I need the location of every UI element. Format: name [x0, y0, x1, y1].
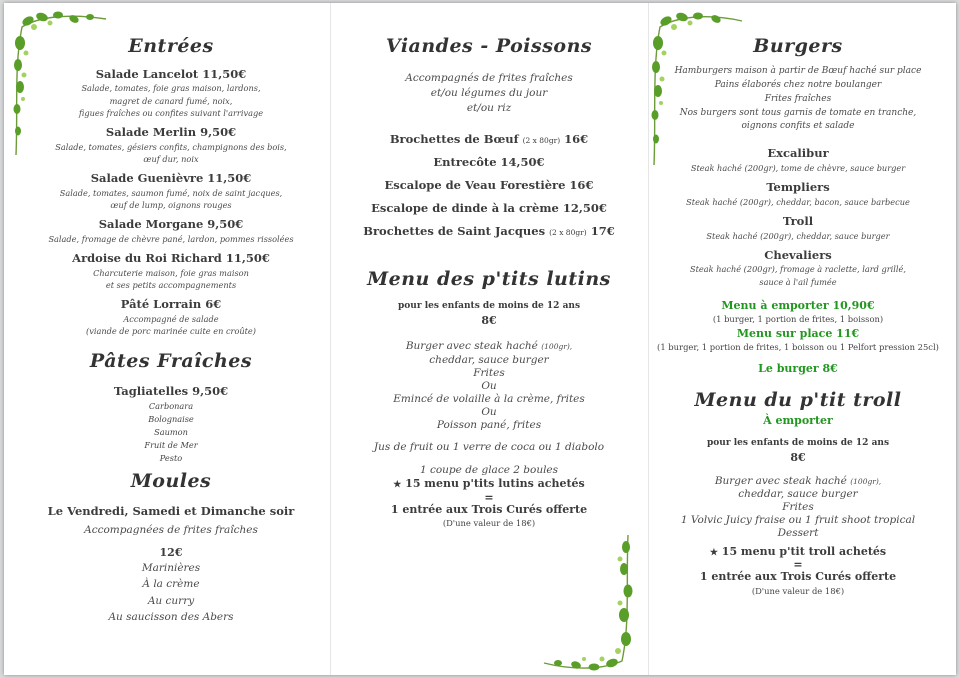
menu-place: Menu sur place 11€: [736, 326, 860, 340]
menu-item: Templiers Steak haché (200gr), cheddar, bacon, sauce barbecue: [686, 180, 910, 207]
menu-item: Entrecôte 14,50€: [433, 155, 545, 170]
list-item: cheddar, sauce burger: [738, 488, 858, 501]
list-item: Carbonara: [148, 400, 194, 411]
column-right: [648, 34, 948, 597]
lutins-drink: Jus de fruit ou 1 verre de coca ou 1 diabolo: [373, 441, 605, 454]
burgers-intro: Frites fraîches: [764, 93, 832, 104]
menu-item: Salade Morgane 9,50€ Salade, fromage de chèvre pané, lardon, pommes rissolées: [48, 217, 294, 244]
list-item: Au saucisson des Abers: [108, 610, 234, 623]
troll-burger: Burger avec steak haché (100gr),: [714, 474, 882, 487]
viandes-intro: Accompagnés de frites fraîches: [405, 71, 573, 84]
menu-item-tagliatelles: Tagliatelles 9,50€: [113, 384, 229, 399]
list-item: Pesto: [159, 453, 183, 464]
list-item: Frites: [782, 501, 814, 514]
viandes-intro: et/ou riz: [466, 102, 512, 115]
section-title-entrees: Entrées: [128, 35, 214, 57]
menu-item: Escalope de dinde à la crème 12,50€: [371, 201, 607, 216]
burgers-intro: Hamburgers maison à partir de Bœuf haché sur place: [674, 65, 922, 76]
list-item: Au curry: [147, 594, 195, 607]
lutins-value: (D'une valeur de 18€): [442, 518, 536, 529]
troll-offer: 1 entrée aux Trois Curés offerte: [699, 570, 897, 584]
list-item: Bolognaise: [148, 413, 194, 424]
lutins-offer: 1 entrée aux Trois Curés offerte: [390, 502, 588, 516]
list-item: Fruit de Mer: [144, 439, 198, 450]
troll-equals: =: [793, 558, 803, 572]
troll-value: (D'une valeur de 18€): [751, 585, 845, 596]
list-item: 1 Volvic Juicy fraise ou 1 fruit shoot tropical: [680, 514, 916, 527]
moules-price: 12€: [159, 545, 183, 559]
list-item: Frites: [473, 366, 505, 379]
moules-days: Le Vendredi, Samedi et Dimanche soir: [47, 503, 295, 518]
star-icon: ★: [709, 547, 718, 558]
lutins-dessert: 1 coupe de glace 2 boules: [419, 463, 559, 476]
menu-item: Salade Lancelot 11,50€ Salade, tomates, foie gras maison, lardons, magret de canard fumé, noix, figues fraîches ou confites suivant l'arrivage: [78, 66, 264, 118]
section-title-viandes: Viandes - Poissons: [385, 35, 593, 57]
menu-item: Brochettes de Bœuf (2 x 80gr) 16€: [389, 132, 589, 147]
star-icon: ★: [393, 480, 402, 491]
menu-item: Chevaliers Steak haché (200gr), fromage à raclette, lard grillé, sauce à l'ail fumée: [690, 247, 906, 287]
list-item: cheddar, sauce burger: [429, 353, 549, 366]
menu-item: Excalibur Steak haché (200gr), tome de chèvre, sauce burger: [690, 146, 906, 173]
burgers-intro: Pains élaborés chez notre boulanger: [714, 79, 882, 90]
list-item: Poisson pané, frites: [436, 419, 542, 432]
burgers-intro: oignons confits et salade: [741, 121, 855, 132]
troll-subtitle: À emporter: [763, 414, 833, 428]
le-burger: Le burger 8€: [758, 362, 838, 376]
section-title-burgers: Burgers: [753, 35, 843, 57]
troll-promo: ★ 15 menu p'tit troll achetés: [709, 544, 887, 558]
troll-price: 8€: [790, 450, 806, 464]
vine-bottom-right-icon: [540, 533, 636, 675]
menu-emporter: Menu à emporter 10,90€: [721, 298, 875, 312]
menu-item: Salade Merlin 9,50€ Salade, tomates, gésiers confits, champignons des bois, œuf dur, noix: [55, 125, 287, 164]
menu-item: Troll Steak haché (200gr), cheddar, sauce burger: [706, 214, 890, 241]
lutins-promo: ★ 15 menu p'tits lutins achetés: [393, 477, 585, 491]
menu-item: Escalope de Veau Forestière 16€: [384, 178, 594, 193]
column-left: [12, 34, 330, 625]
list-item: Ou: [481, 406, 497, 419]
lutins-equals: =: [484, 490, 494, 504]
section-title-troll: Menu du p'tit troll: [694, 389, 902, 412]
lutins-age: pour les enfants de moins de 12 ans: [397, 301, 581, 312]
menu-sheet: [4, 3, 956, 675]
lutins-burger: Burger avec steak haché (100gr),: [405, 340, 573, 353]
menu-emporter-desc: (1 burger, 1 portion de frites, 1 boisson): [712, 314, 884, 325]
menu-item: Ardoise du Roi Richard 11,50€ Charcuterie maison, foie gras maison et ses petits accompagnements: [72, 251, 270, 290]
list-item: Emincé de volaille à la crème, frites: [393, 392, 585, 405]
list-item: Saumon: [154, 426, 188, 437]
troll-age: pour les enfants de moins de 12 ans: [706, 437, 890, 448]
section-title-pates: Pâtes Fraîches: [89, 350, 253, 373]
lutins-price: 8€: [481, 314, 497, 328]
menu-item: Brochettes de Saint Jacques (2 x 80gr) 17€: [363, 224, 615, 239]
list-item: Marinières: [141, 561, 201, 574]
menu-item: Pâté Lorrain 6€ Accompagné de salade (viande de porc marinée cuite en croûte): [86, 297, 256, 337]
menu-item: Salade Guenièvre 11,50€ Salade, tomates, saumon fumé, noix de saint jacques, œuf de lump, oignons rouges: [59, 171, 283, 211]
list-item: Dessert: [777, 527, 819, 540]
menu-place-desc: (1 burger, 1 portion de frites, 1 boisson ou 1 Pelfort pression 25cl): [657, 341, 939, 352]
column-middle: [330, 34, 648, 529]
list-item: Ou: [481, 379, 497, 392]
burgers-intro: Nos burgers sont tous garnis de tomate en tranche,: [679, 107, 917, 118]
section-title-lutins: Menu des p'tits lutins: [367, 268, 611, 291]
section-title-moules: Moules: [130, 470, 212, 493]
list-item: À la crème: [142, 578, 200, 591]
moules-accompaniment: Accompagnées de frites fraîches: [84, 524, 258, 537]
viandes-intro: et/ou légumes du jour: [430, 86, 548, 99]
